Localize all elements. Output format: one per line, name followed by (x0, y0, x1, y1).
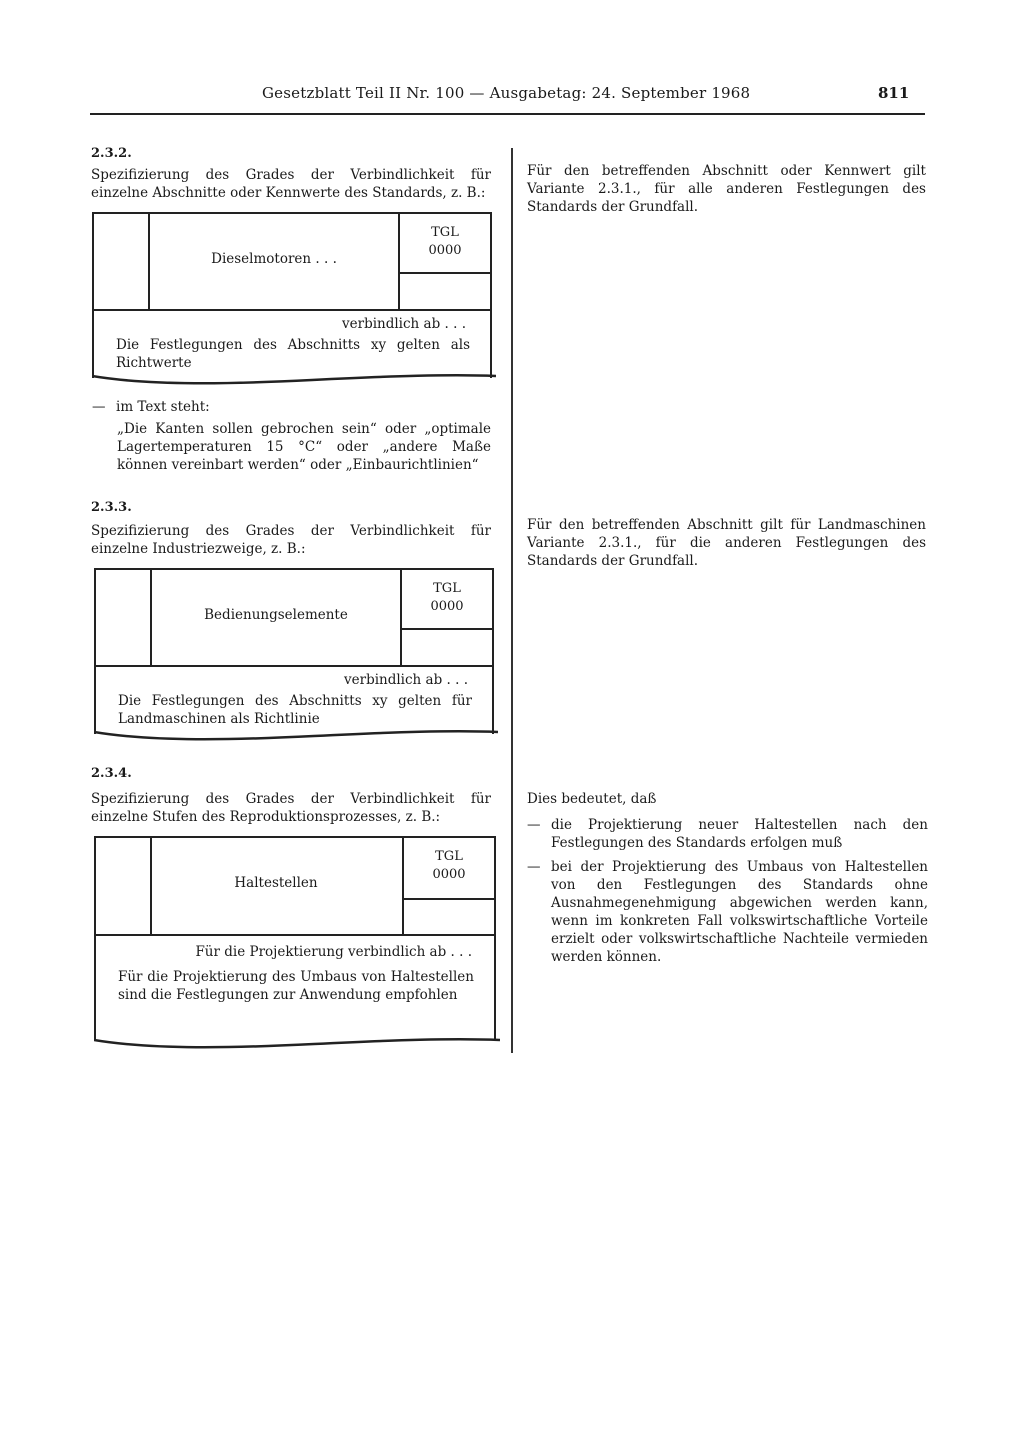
bullet-dash: — (527, 817, 541, 833)
tgl-cell (400, 570, 492, 665)
section-number-2-3-3: 2.3.3. (91, 500, 132, 515)
section-2-3-4-intro: Spezifizierung des Grades der Verbindlichkeit für einzelne Stufen des Reproduktionsprozesses, z. B.: (91, 791, 491, 825)
torn-edge (92, 372, 496, 386)
box-divider (96, 665, 492, 667)
tgl-label: TGL (435, 849, 463, 864)
box-note: Für die Projektierung des Umbaus von Haltestellen sind die Festlegungen zur Anwendung empfohlen (118, 969, 474, 1003)
box-title: Bedienungselemente (204, 607, 348, 623)
tgl-divider (404, 898, 494, 900)
right-paragraph-3-intro: Dies bedeutet, daß (527, 791, 657, 807)
right-paragraph-2: Für den betreffenden Abschnitt gilt für Landmaschinen Variante 2.3.1., für die anderen Festlegungen des Standards der Grundfall. (527, 517, 926, 569)
torn-edge (94, 728, 498, 742)
tgl-number: 0000 (432, 867, 466, 882)
page-header-title: Gesetzblatt Teil II Nr. 100 — Ausgabetag: 24. September 1968 (262, 84, 751, 102)
box-left-cell (96, 570, 152, 665)
tgl-divider (400, 272, 490, 274)
torn-edge (94, 1036, 500, 1050)
tgl-number: 0000 (428, 243, 462, 258)
tgl-label: TGL (431, 225, 459, 240)
list-item-text: die Projektierung neuer Haltestellen nach den Festlegungen des Standards erfolgen muß (551, 817, 928, 851)
section-2-3-2-intro: Spezifizierung des Grades der Verbindlichkeit für einzelne Abschnitte oder Kennwerte des Standards, z. B.: (91, 167, 491, 201)
tgl-divider (402, 628, 492, 630)
section-2-3-3-intro: Spezifizierung des Grades der Verbindlichkeit für einzelne Industriezweige, z. B.: (91, 523, 491, 557)
bullet-label: im Text steht: (116, 399, 210, 415)
tgl-number: 0000 (430, 599, 464, 614)
right-bullet-list (527, 816, 928, 966)
quote-examples: „Die Kanten sollen gebrochen sein“ oder „optimale Lagertemperaturen 15 °C“ oder „andere Maße können vereinbart werden“ oder „Einbaurichtlinien“ (117, 421, 491, 473)
standard-box-bedienungselemente (94, 568, 494, 734)
list-item-text: bei der Projektierung des Umbaus von Haltestellen von den Festlegungen des Standards ohne Ausnahmegenehmigung abgewichen werden kann, wenn im konkreten Fall volkswirtschaftliche Vorteile erzielt oder volkswirtschaftliche Nachteile vermieden werden können. (551, 859, 928, 965)
tgl-cell (398, 214, 490, 309)
box-divider (94, 309, 490, 311)
list-item (527, 858, 928, 966)
page-number: 811 (878, 84, 910, 102)
box-note: Die Festlegungen des Abschnitts xy gelten für Landmaschinen als Richtlinie (118, 693, 472, 727)
box-binding: verbindlich ab . . . (342, 316, 466, 332)
list-item (527, 816, 928, 852)
bullet-dash: — (527, 859, 541, 875)
header-rule (90, 113, 925, 115)
box-left-cell (96, 838, 152, 934)
box-divider (96, 934, 494, 936)
section-number-2-3-4: 2.3.4. (91, 766, 132, 781)
section-number-2-3-2: 2.3.2. (91, 146, 132, 161)
tgl-label: TGL (433, 581, 461, 596)
box-left-cell (94, 214, 150, 309)
tgl-cell (402, 838, 494, 934)
box-note: Die Festlegungen des Abschnitts xy gelten als Richtwerte (116, 337, 470, 371)
bullet-im-text (92, 398, 492, 416)
right-paragraph-1: Für den betreffenden Abschnitt oder Kennwert gilt Variante 2.3.1., für alle anderen Festlegungen des Standards der Grundfall. (527, 163, 926, 215)
box-binding: Für die Projektierung verbindlich ab . . . (195, 944, 472, 960)
bullet-dash: — (92, 399, 106, 415)
box-binding: verbindlich ab . . . (344, 672, 468, 688)
standard-box-dieselmotoren (92, 212, 492, 378)
column-divider (511, 148, 513, 1053)
box-title: Dieselmotoren . . . (211, 251, 337, 267)
box-title: Haltestellen (234, 875, 318, 891)
standard-box-haltestellen (94, 836, 496, 1041)
